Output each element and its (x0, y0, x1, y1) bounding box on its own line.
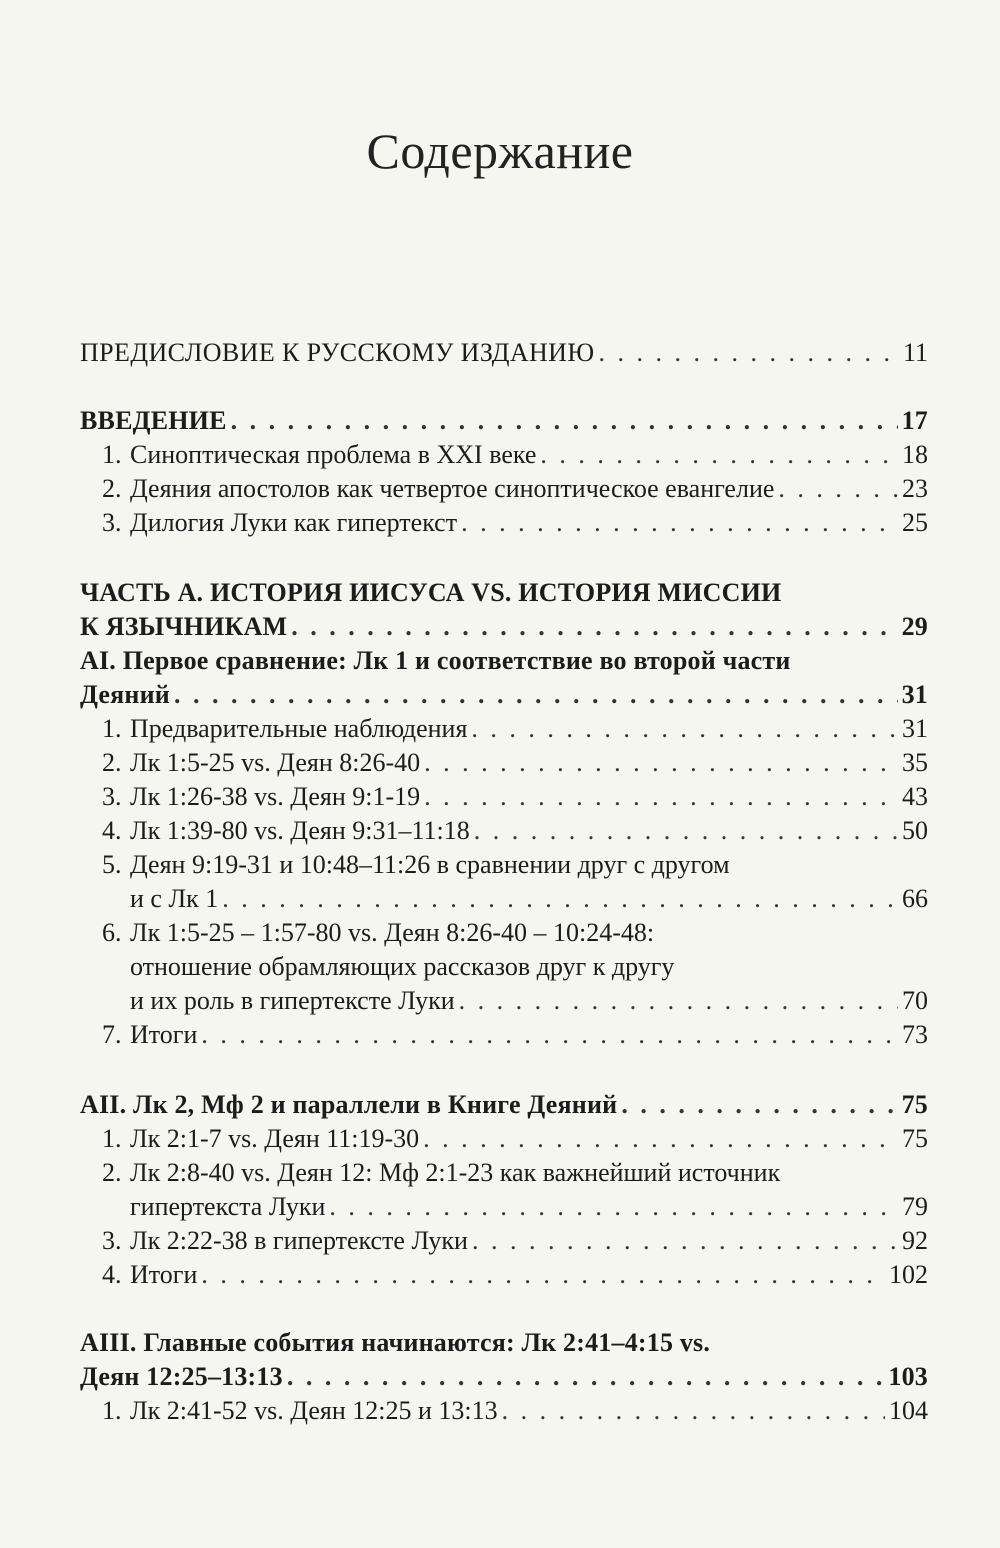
entry-number: 2. (102, 474, 122, 503)
entry-number: 4. (102, 1260, 122, 1289)
toc-entry-line (80, 916, 928, 950)
entry-number: 3. (102, 782, 122, 811)
entry-text: ПРЕДИСЛОВИЕ К РУССКОМУ ИЗДАНИЮ (80, 338, 595, 367)
entry-text: Деяний (80, 680, 170, 709)
toc-entry-part-a[interactable] (80, 610, 928, 644)
dot-leader (424, 746, 898, 780)
page-number: 75 (901, 1090, 928, 1119)
entry-text: Деяния апостолов как четвертое синоптическое евангелие (130, 474, 775, 503)
toc-entry-line (80, 848, 928, 882)
entry-text: Лк 1:5-25 vs. Деян 8:26-40 (130, 748, 421, 777)
toc-entry[interactable] (80, 472, 928, 506)
toc-entry-intro[interactable] (80, 404, 928, 438)
entry-text: Итоги (130, 1020, 198, 1049)
toc-entry-a3[interactable] (80, 1360, 928, 1394)
entry-number: 1. (102, 440, 122, 469)
toc-entry-a2[interactable] (80, 1088, 928, 1122)
dot-leader (222, 882, 898, 916)
toc-entry[interactable] (80, 438, 928, 472)
dot-leader (502, 1394, 885, 1428)
dot-leader (471, 712, 898, 746)
page-number: 17 (901, 406, 928, 435)
dot-leader (621, 1088, 897, 1122)
page-number: 104 (889, 1396, 928, 1425)
toc-a3-heading (80, 1326, 928, 1360)
toc-a1-heading (80, 644, 928, 678)
toc-entry[interactable] (80, 1018, 928, 1052)
entry-text: Лк 2:22-38 в гипертексте Луки (130, 1226, 468, 1255)
entry-number: 5. (102, 850, 122, 879)
entry-number: 2. (102, 748, 122, 777)
entry-number: 4. (102, 816, 122, 845)
entry-text: Предварительные наблюдения (130, 714, 468, 743)
dot-leader (459, 984, 898, 1018)
page-number: 50 (902, 816, 928, 845)
page-number: 75 (902, 1124, 928, 1153)
page-number: 92 (902, 1226, 928, 1255)
toc-entry-line (80, 950, 928, 984)
toc-entry-a1[interactable] (80, 678, 928, 712)
page-number: 66 (902, 884, 928, 913)
dot-leader (778, 472, 898, 506)
entry-text: Лк 2:41-52 vs. Деян 12:25 и 13:13 (130, 1396, 498, 1425)
page-number: 25 (902, 508, 928, 537)
toc-entry-line (80, 1156, 928, 1190)
page-number: 79 (902, 1192, 928, 1221)
toc-entry[interactable] (80, 746, 928, 780)
dot-leader (424, 780, 898, 814)
toc-entry[interactable] (80, 814, 928, 848)
page-number: 29 (901, 612, 928, 641)
entry-number: 1. (102, 714, 122, 743)
entry-text: Синоптическая проблема в XXI веке (130, 440, 537, 469)
entry-text: гипертекста Луки (130, 1192, 326, 1221)
toc-entry[interactable] (80, 984, 928, 1018)
entry-number: 7. (102, 1020, 122, 1049)
page-number: 23 (902, 474, 928, 503)
entry-text: Лк 1:5-25 – 1:57-80 vs. Деян 8:26-40 – 10:24-48: (130, 918, 655, 947)
entry-text: Деян 9:19-31 и 10:48–11:26 в сравнении друг с другом (130, 850, 730, 879)
dot-leader (423, 1122, 898, 1156)
dot-leader (287, 1360, 885, 1394)
entry-text: AII. Лк 2, Мф 2 и параллели в Книге Деяний (80, 1090, 618, 1119)
page-number: 43 (902, 782, 928, 811)
entry-text: и с Лк 1 (130, 884, 219, 913)
page-number: 102 (889, 1260, 928, 1289)
entry-text: Лк 2:1-7 vs. Деян 11:19-30 (130, 1124, 420, 1153)
dot-leader (201, 1018, 898, 1052)
page-number: 35 (902, 748, 928, 777)
dot-leader (174, 678, 898, 712)
toc-entry[interactable] (80, 1190, 928, 1224)
entry-text: Лк 2:8-40 vs. Деян 12: Мф 2:1-23 как важнейший источник (130, 1158, 781, 1187)
entry-number: 6. (102, 918, 122, 947)
entry-number: 1. (102, 1124, 122, 1153)
dot-leader (201, 1258, 885, 1292)
entry-text: Лк 1:39-80 vs. Деян 9:31–11:18 (130, 816, 470, 845)
page-number: 31 (901, 680, 928, 709)
toc-entry-preface[interactable] (80, 336, 928, 370)
entry-number: 3. (102, 508, 122, 537)
entry-number: 1. (102, 1396, 122, 1425)
dot-leader (598, 336, 898, 370)
dot-leader (291, 610, 897, 644)
page-number: 18 (902, 440, 928, 469)
toc-entry[interactable] (80, 1122, 928, 1156)
toc-entry[interactable] (80, 1258, 928, 1292)
entry-text: AI. Первое сравнение: Лк 1 и соответствие во второй части (80, 646, 791, 675)
entry-text: Деян 12:25–13:13 (80, 1362, 283, 1391)
dot-leader (540, 438, 898, 472)
page-number: 11 (902, 338, 928, 367)
entry-number: 3. (102, 1226, 122, 1255)
entry-text: Дилогия Луки как гипертекст (130, 508, 458, 537)
toc-entry[interactable] (80, 1394, 928, 1428)
dot-leader (329, 1190, 898, 1224)
toc-entry[interactable] (80, 882, 928, 916)
page-number: 31 (902, 714, 928, 743)
toc-entry[interactable] (80, 1224, 928, 1258)
entry-text: AIII. Главные события начинаются: Лк 2:41–4:15 vs. (80, 1328, 711, 1357)
page-number: 73 (902, 1020, 928, 1049)
toc-entry[interactable] (80, 712, 928, 746)
page-number: 103 (888, 1362, 928, 1391)
dot-leader (472, 1224, 898, 1258)
entry-number: 2. (102, 1158, 122, 1187)
entry-text: и их роль в гипертексте Луки (130, 986, 455, 1015)
entry-text: отношение обрамляющих рассказов друг к другу (130, 952, 675, 981)
page-number: 70 (902, 986, 928, 1015)
page-title: Содержание (366, 123, 634, 179)
dot-leader (461, 506, 898, 540)
toc-part-a-heading (80, 576, 928, 610)
entry-text: Лк 1:26-38 vs. Деян 9:1-19 (130, 782, 421, 811)
entry-text: К ЯЗЫЧНИКАМ (80, 612, 288, 641)
entry-text: ЧАСТЬ А. ИСТОРИЯ ИИСУСА VS. ИСТОРИЯ МИССИИ (80, 578, 782, 607)
dot-leader (231, 404, 898, 438)
entry-text: ВВЕДЕНИЕ (80, 406, 227, 435)
dot-leader (474, 814, 898, 848)
entry-text: Итоги (130, 1260, 198, 1289)
toc-entry[interactable] (80, 780, 928, 814)
toc-entry[interactable] (80, 506, 928, 540)
